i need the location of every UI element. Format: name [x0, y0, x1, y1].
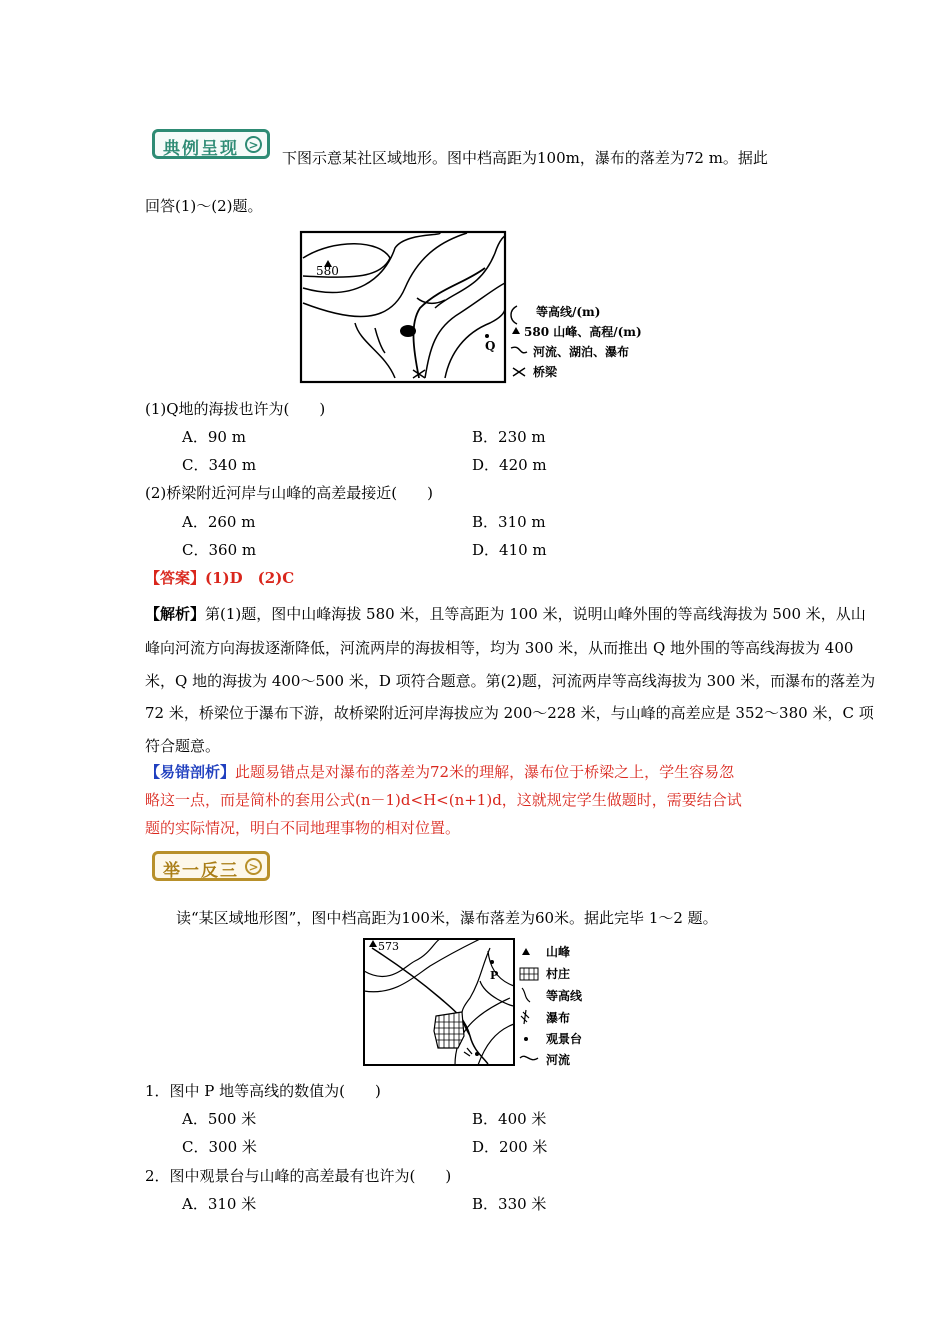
- legend-river: 河流、湖泊、瀑布: [533, 345, 630, 359]
- example-q1-stem: (1)Q地的海拔也许为( ): [145, 400, 326, 418]
- peak-label: 580: [316, 264, 339, 278]
- legend-peak: 山峰: [546, 945, 571, 959]
- legend-peak-icon: [522, 948, 530, 955]
- legend-river: 河流: [546, 1053, 571, 1067]
- answer-line: [145, 567, 294, 588]
- practice-q1-option-d: D．200 米: [472, 1138, 548, 1156]
- legend-contour: 等高线/(m): [536, 305, 601, 319]
- legend-river-icon: [511, 347, 527, 353]
- practice-badge: [152, 851, 270, 881]
- error-tag: 【易错剖析】: [145, 763, 236, 781]
- practice-q2-stem: 2．图中观景台与山峰的高差最有也许为( ): [145, 1167, 452, 1185]
- practice-q1-option-c: C．300 米: [182, 1138, 257, 1156]
- legend-waterfall: 瀑布: [546, 1011, 571, 1025]
- example-q1-option-c: C．340 m: [182, 456, 257, 474]
- practice-q1-stem: 1．图中 P 地等高线的数值为( ): [145, 1082, 381, 1100]
- answer-text: (1)D (2)C: [205, 569, 295, 587]
- example-badge-label: 典例呈现: [163, 139, 239, 159]
- practice-intro: 读“某区域地形图”，图中档高距为100米，瀑布落差为60米。据此完毕 1～2 题。: [176, 909, 718, 927]
- legend-waterfall-icon: [521, 1010, 529, 1024]
- example-intro-line2: 回答(1)～(2)题。: [145, 197, 263, 215]
- chevron-right-icon: >: [245, 136, 262, 153]
- example-q2-option-b: B．310 m: [472, 513, 546, 531]
- error-line-3: 题的实际情况，明白不同地理事物的相对位置。: [145, 819, 461, 837]
- village-icon: [434, 1012, 464, 1048]
- analysis-tag: 【解析】: [145, 605, 206, 623]
- example-q1-option-a: A．90 m: [182, 428, 246, 446]
- legend-platform-icon: [524, 1037, 528, 1041]
- example-intro-line1: 下图示意某社区域地形。图中档高距为100m，瀑布的落差为72 m。据此: [282, 149, 768, 167]
- example-badge: [152, 129, 270, 159]
- analysis-line-5: 符合题意。: [145, 737, 221, 755]
- chevron-right-icon: >: [245, 858, 262, 875]
- practice-topographic-map: [360, 936, 610, 1070]
- legend-platform: 观景台: [546, 1032, 583, 1046]
- analysis-line-4: 72 米，桥梁位于瀑布下游，故桥梁附近河岸海拔应为 200～228 米，与山峰的高差应是 352～380 米，C 项: [145, 704, 874, 722]
- example-q2-option-d: D．410 m: [472, 541, 547, 559]
- legend-contour-icon: [522, 988, 530, 1002]
- practice-q2-option-a: A．310 米: [182, 1195, 257, 1213]
- example-q2-option-c: C．360 m: [182, 541, 257, 559]
- practice-q1-option-b: B．400 米: [472, 1110, 547, 1128]
- example-q1-option-b: B．230 m: [472, 428, 546, 446]
- example-q2-stem: (2)桥梁附近河岸与山峰的高差最接近( ): [145, 484, 433, 502]
- legend-peak-icon: [512, 327, 520, 334]
- legend-bridge: 桥梁: [533, 365, 558, 379]
- legend-peak: 580 山峰、高程/(m): [524, 325, 642, 339]
- analysis-line-1: 【解析】第(1)题，图中山峰海拔 580 米，且等高距为 100 米，说明山峰外围的等高线海拔为 500 米，从山: [145, 605, 866, 623]
- practice-badge-label: 举一反三: [163, 861, 239, 881]
- legend-village-icon: [520, 968, 538, 980]
- answer-tag: 【答案】: [145, 569, 206, 587]
- example-q2-option-a: A．260 m: [182, 513, 256, 531]
- analysis-line-2: 峰向河流方向海拔逐渐降低，河流两岸的海拔相等，均为 300 米，从而推出 Q 地外围的等高线海拔为 400: [145, 639, 854, 657]
- p-label: P: [490, 969, 499, 982]
- example-topographic-map: [295, 228, 655, 388]
- legend-village: 村庄: [546, 967, 571, 981]
- practice-q2-option-b: B．330 米: [472, 1195, 547, 1213]
- practice-peak-label: 573: [378, 940, 399, 953]
- analysis-line-3: 米，Q 地的海拔为 400～500 米，D 项符合题意。第(2)题，河流两岸等高线海拔为 300 米，而瀑布的落差为: [145, 672, 876, 690]
- legend-bridge-icon: [513, 368, 525, 376]
- example-q1-option-d: D．420 m: [472, 456, 547, 474]
- practice-q1-option-a: A．500 米: [182, 1110, 257, 1128]
- error-line-1: 【易错剖析】此题易错点是对瀑布的落差为72米的理解，瀑布位于桥梁之上，学生容易忽: [145, 763, 735, 781]
- legend-contour: 等高线: [546, 989, 583, 1003]
- error-line-2: 略这一点，而是简朴的套用公式(n－1)d<H<(n+1)d，这就规定学生做题时，需要结合试: [145, 791, 742, 809]
- q-label: Q: [485, 339, 496, 353]
- legend-river-icon: [520, 1056, 538, 1059]
